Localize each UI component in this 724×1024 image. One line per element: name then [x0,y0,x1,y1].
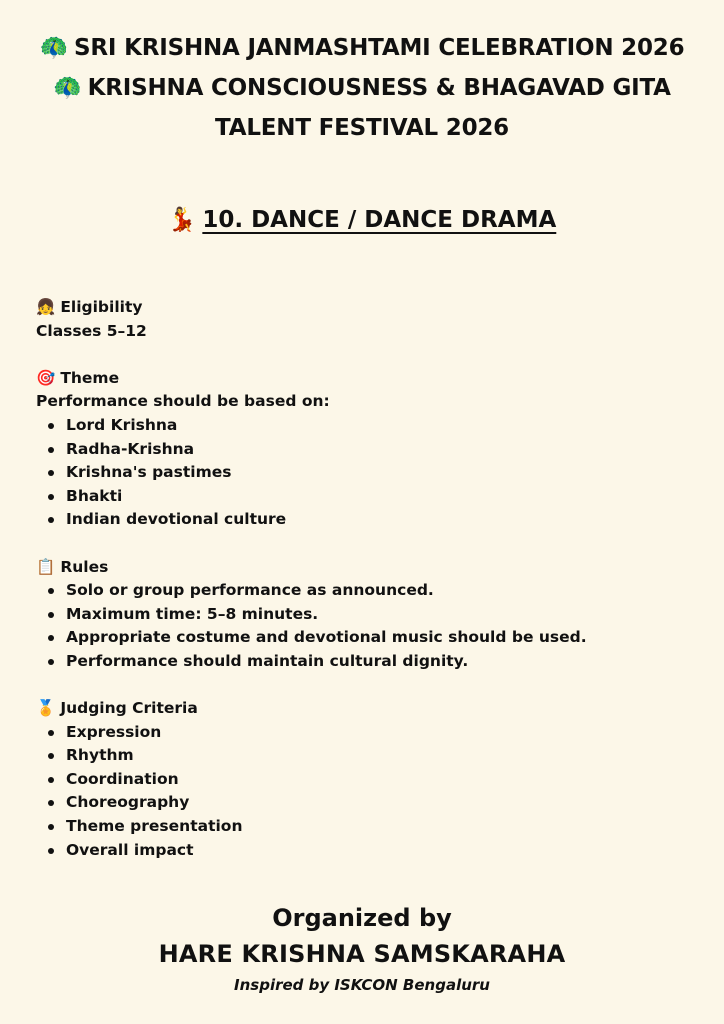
list-item [36,508,696,532]
page-footer [0,900,724,997]
section-title [0,200,724,240]
theme-heading [36,367,696,391]
medal-icon: 🏅 [36,699,56,718]
list-item [36,626,696,650]
list-item-text: Theme presentation [66,817,243,836]
header-line-2 [0,68,724,108]
theme-block [36,367,696,532]
list-item [36,721,696,745]
eligibility-value: Classes 5–12 [36,321,147,340]
list-item-text: Coordination [66,769,179,788]
list-item-text: Appropriate costume and devotional music should be used. [66,628,587,647]
list-item [36,815,696,839]
header-line-1 [0,28,724,68]
list-item-text: Rhythm [66,746,134,765]
list-item [36,744,696,768]
bullet-icon [48,659,54,665]
festival-title: KRISHNA CONSCIOUSNESS & BHAGAVAD GITA [87,75,671,101]
list-item [36,485,696,509]
list-item-text: Indian devotional culture [66,510,287,529]
list-item [36,579,696,603]
dancer-icon: 💃 [167,207,197,233]
list-item-text: Maximum time: 5–8 minutes. [66,604,319,623]
bullet-icon [48,848,54,854]
list-item-text: Performance should maintain cultural dignity. [66,651,469,670]
list-item-text: Overall impact [66,840,194,859]
list-item-text: Choreography [66,793,190,812]
page-header [0,28,724,148]
spacer [36,674,696,698]
judging-list [36,721,696,863]
bullet-icon [48,730,54,736]
list-item-text: Expression [66,722,162,741]
list-item [36,650,696,674]
theme-list [36,414,696,532]
inspired-by-line: Inspired by ISKCON Bengaluru [234,976,490,994]
bullet-icon [48,470,54,476]
theme-intro: Performance should be based on: [36,392,330,411]
list-item [36,768,696,792]
bullet-icon [48,635,54,641]
list-item-text: Bhakti [66,486,123,505]
bullet-icon [48,423,54,429]
judging-heading [36,697,696,721]
bullet-icon [48,447,54,453]
rules-block [36,556,696,674]
target-icon: 🎯 [36,368,56,387]
rules-heading [36,556,696,580]
list-item [36,603,696,627]
list-item [36,414,696,438]
list-item-text: Krishna's pastimes [66,463,232,482]
spacer [36,343,696,367]
section-title-underlined [168,207,557,233]
rules-list [36,579,696,673]
bullet-icon [48,824,54,830]
organized-by-label: Organized by [272,904,452,932]
eligibility-heading-text: Eligibility [60,298,143,316]
list-item [36,791,696,815]
judging-block [36,697,696,862]
bullet-icon [48,517,54,523]
list-item [36,461,696,485]
bullet-icon [48,753,54,759]
girl-icon: 👧 [36,298,56,316]
section-title-text: 10. DANCE / DANCE DRAMA [202,207,557,233]
eligibility-block [36,296,696,343]
clipboard-icon: 📋 [36,557,56,576]
theme-heading-text: Theme [60,368,120,387]
bullet-icon [48,612,54,618]
organization-name: HARE KRISHNA SAMSKARAHA [158,940,566,968]
spacer [36,532,696,556]
list-item [36,438,696,462]
peacock-icon: 🦚 [39,35,69,61]
list-item-text: Solo or group performance as announced. [66,581,434,600]
header-line-3: TALENT FESTIVAL 2026 [215,115,509,141]
peacock-icon: 🦚 [53,75,82,101]
rules-content [36,296,696,862]
bullet-icon [48,494,54,500]
bullet-icon [48,777,54,783]
list-item-text: Lord Krishna [66,415,178,434]
rules-heading-text: Rules [60,557,109,576]
list-item [36,839,696,863]
bullet-icon [48,800,54,806]
judging-heading-text: Judging Criteria [60,699,198,718]
event-title: SRI KRISHNA JANMASHTAMI CELEBRATION 2026 [74,35,685,61]
bullet-icon [48,588,54,594]
eligibility-heading [36,296,696,320]
list-item-text: Radha-Krishna [66,439,195,458]
